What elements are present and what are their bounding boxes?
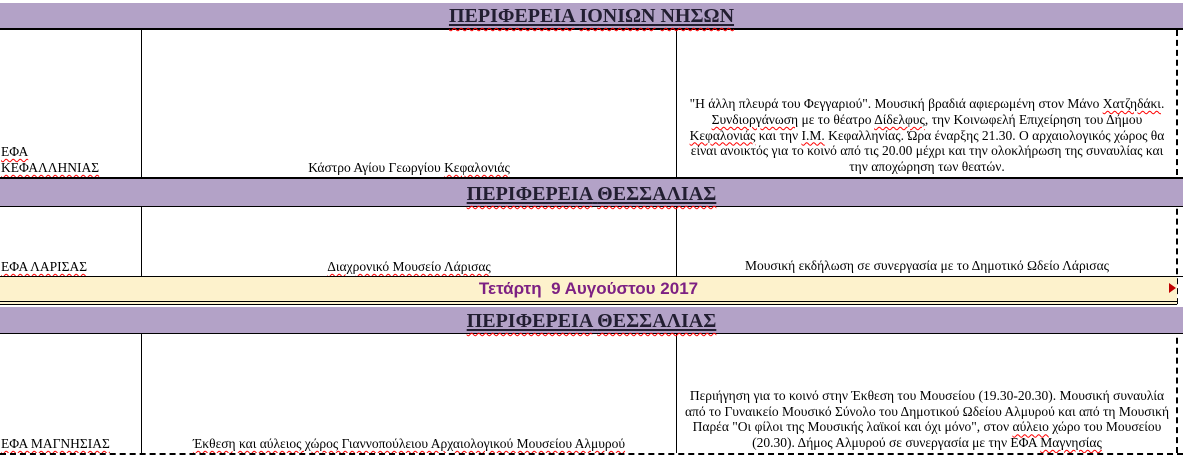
region-band-ionian-title: ΠΕΡΙΦΕΡΕΙΑ ΙΟΝΙΩΝ ΝΗΣΩΝ xyxy=(448,5,735,27)
venue-label: Κάστρο Αγίου Γεωργίου Κεφαλονιάς xyxy=(308,160,510,175)
page-break-line xyxy=(1176,30,1178,453)
comment-marker-icon[interactable] xyxy=(1169,283,1176,293)
organization-label: ΕΦΑ ΛΑΡΙΣΑΣ xyxy=(1,259,88,274)
cell-venue-larisa[interactable] xyxy=(142,207,677,276)
region-band-thessaly-1[interactable] xyxy=(0,178,1183,207)
cell-venue-magnisia[interactable] xyxy=(142,334,677,453)
event-description: Μουσική εκδήλωση σε συνεργασία με το Δημοτικό Ωδείο Λάρισας xyxy=(744,258,1110,274)
cell-description-larisa[interactable] xyxy=(677,207,1177,276)
cell-description-kefallinia[interactable] xyxy=(677,30,1177,177)
table-row-magnisia xyxy=(0,334,1183,455)
region-band-thessaly-2[interactable] xyxy=(0,307,1183,334)
cell-organization-larisa[interactable] xyxy=(0,207,142,276)
organization-label: ΕΦΑ ΜΑΓΝΗΣΙΑΣ xyxy=(1,436,110,451)
venue-label: Έκθεση και αύλειος χώρος Γιαννοπούλειου Αρχαιολογικού Μουσείου Αλμυρού xyxy=(192,436,626,451)
cell-venue-kefallinia[interactable] xyxy=(142,30,677,177)
table-row-larisa xyxy=(0,207,1183,277)
region-band-thessaly-1-title: ΠΕΡΙΦΕΡΕΙΑ ΘΕΣΣΑΛΙΑΣ xyxy=(466,183,717,205)
cell-description-magnisia[interactable] xyxy=(677,334,1177,453)
table-row-kefallinia xyxy=(0,30,1183,178)
cell-organization-kefallinia[interactable] xyxy=(0,30,142,177)
event-description: "Η άλλη πλευρά του Φεγγαριού". Μουσική βραδιά αφιερωμένη στον Μάνο Χατζηδάκι. Συνδιοργάνωση με το θέατρο Δίδελφυς, την Κοινωφελή Επιχείρηση του Δήμου Κεφαλονιάς και την Ι.Μ. Κεφαλληνίας. Ώρα έναρξης 21.30. Ο αρχαιολογικός χώρος θα είναι ανοικτός για το κοινό από τις 20.00 μέχρι και την ολοκλήρωση της συναυλίας και την αποχώρηση των θεατών. xyxy=(689,96,1165,175)
venue-label: Διαχρονικό Μουσείο Λάρισας xyxy=(327,259,491,274)
event-description: Περιήγηση για το κοινό στην Έκθεση του Μουσείου (19.30-20.30). Μουσική συναυλία από το Γυναικείο Μουσικό Σύνολο του Δημοτικού Ωδείου Αλμυρού και από τη Μουσική Παρέα "Οι φίλοι της Μουσικής λαϊκοί και όχι μόνο", στον αύλειο χώρο του Μουσείου (20.30). Δήμος Αλμυρού σε συνεργασία με την ΕΦΑ Μαγνησίας xyxy=(684,387,1170,451)
region-band-ionian[interactable] xyxy=(0,3,1183,30)
date-label: Τετάρτη 9 Αυγούστου 2017 xyxy=(478,279,699,298)
cell-organization-magnisia[interactable] xyxy=(0,334,142,453)
date-band[interactable] xyxy=(0,277,1177,305)
region-band-thessaly-2-title: ΠΕΡΙΦΕΡΕΙΑ ΘΕΣΣΑΛΙΑΣ xyxy=(466,310,717,332)
organization-label: ΕΦΑ ΚΕΦΑΛΛΗΝΙΑΣ xyxy=(1,144,100,175)
